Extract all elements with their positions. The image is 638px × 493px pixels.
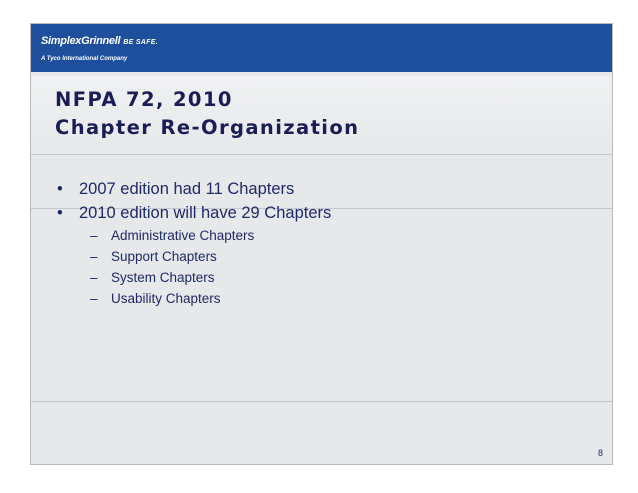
slide-header-bar — [31, 24, 612, 72]
sub-bullet-mark: – — [90, 291, 98, 306]
slide-title — [55, 86, 359, 142]
sub-bullet-item — [90, 246, 331, 267]
bullet-mark: • — [57, 180, 63, 198]
sub-bullet-mark: – — [90, 228, 98, 243]
bullet-list — [57, 177, 331, 309]
sub-bullet-mark: – — [90, 249, 98, 264]
brand-tagline: A Tyco International Company — [41, 56, 128, 62]
brand-slogan: BE SAFE. — [123, 39, 158, 46]
sub-bullet-text: System Chapters — [111, 270, 215, 285]
sub-bullet-item — [90, 267, 331, 288]
sub-bullet-text: Administrative Chapters — [111, 228, 255, 243]
divider-line — [31, 154, 612, 155]
sub-bullet-item — [90, 225, 331, 246]
slide-title-line-1: NFPA 72, 2010 — [55, 88, 233, 111]
brand-logo — [41, 35, 158, 47]
sub-bullet-text: Usability Chapters — [111, 291, 221, 306]
sub-bullet-mark: – — [90, 270, 98, 285]
bullet-item — [57, 177, 331, 201]
divider-line — [31, 401, 612, 402]
bullet-text: 2010 edition will have 29 Chapters — [79, 204, 332, 222]
page-number: 8 — [597, 448, 603, 458]
brand-name: SimplexGrinnell — [41, 35, 121, 47]
sub-bullet-text: Support Chapters — [111, 249, 217, 264]
bullet-text: 2007 edition had 11 Chapters — [79, 180, 295, 198]
bullet-mark: • — [57, 204, 63, 222]
sub-bullet-item — [90, 288, 331, 309]
slide-title-line-2: Chapter Re-Organization — [55, 116, 360, 139]
title-area — [31, 76, 612, 154]
bullet-item — [57, 201, 331, 225]
slide — [30, 23, 613, 465]
